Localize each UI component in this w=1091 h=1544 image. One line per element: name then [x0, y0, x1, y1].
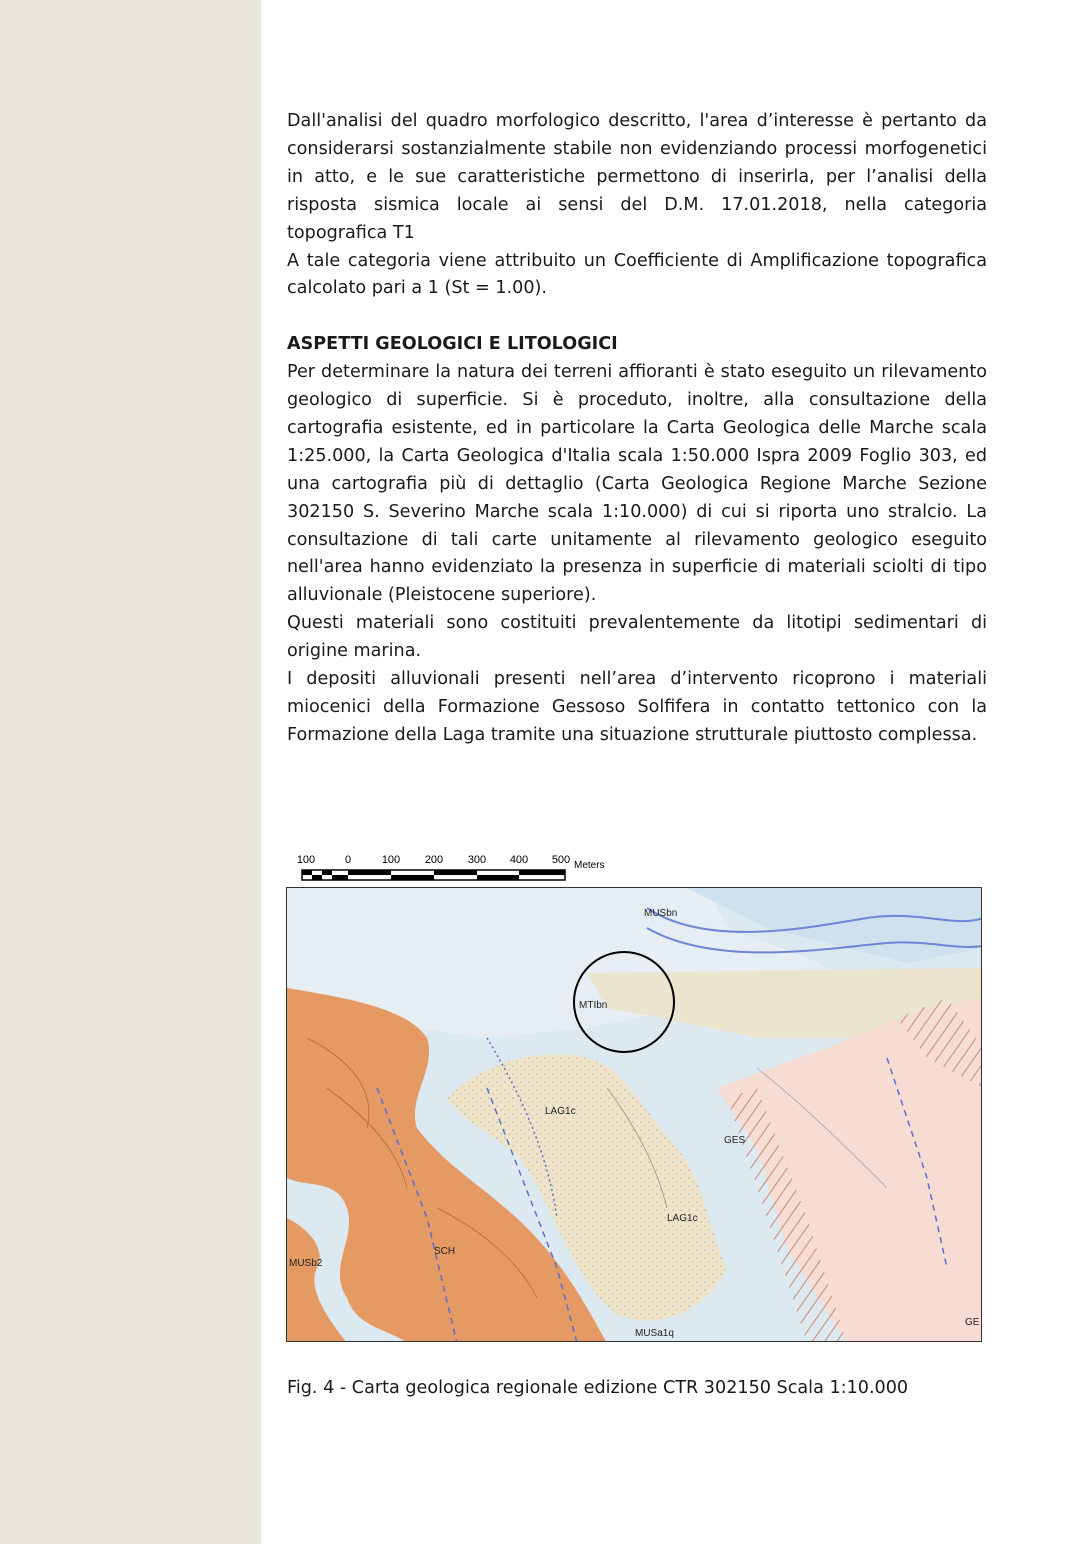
paragraph-deposits: I depositi alluvionali presenti nell’area d’intervento ricoprono i materiali miocenici della Formazione Gessoso Solfifera in contatto tettonico con la Formazione della Laga tramite una situazione strutturale piuttosto complessa. — [287, 669, 987, 745]
scale-tick-label: 100 — [381, 854, 401, 866]
scale-bar — [288, 850, 618, 886]
paragraph-materials: Questi materiali sono costituiti prevalentemente da litotipi sedimentari di origine marina. — [287, 613, 987, 662]
map-label: GES — [724, 1135, 746, 1146]
paragraph-stability: Dall'analisi del quadro morfologico descritto, l'area d’interesse è pertanto da considerarsi sostanzialmente stabile non evidenziando processi morfogenetici in atto, e le sue caratteristiche permettono di inserirla, per l’analisi della risposta sismica locale ai sensi del D.M. 17.01.2018, nella categoria topografica T1 — [287, 111, 987, 243]
scale-unit: Meters — [574, 860, 605, 871]
map-label: LAG1c — [667, 1213, 698, 1224]
scale-tick-label: 100 — [296, 854, 316, 866]
side-band — [0, 0, 261, 1544]
map-label: SCH — [434, 1246, 456, 1257]
map-label: MUSbn — [644, 908, 678, 919]
map-label: MUSb2 — [289, 1258, 323, 1269]
figure-caption: Fig. 4 - Carta geologica regionale edizione CTR 302150 Scala 1:10.000 — [287, 1378, 909, 1398]
map-label: LAG1c — [545, 1106, 576, 1117]
scale-tick-label: 500 — [551, 854, 571, 866]
map-label: MUSa1q — [635, 1328, 674, 1339]
section-heading: ASPETTI GEOLOGICI E LITOLOGICI — [287, 334, 618, 355]
scale-tick-label: 300 — [467, 854, 487, 866]
geological-map-drawing — [287, 888, 982, 1342]
map-label: MTIbn — [579, 1000, 608, 1011]
paragraph-amplification: A tale categoria viene attribuito un Coefficiente di Amplificazione topografica calcolato pari a 1 (St = 1.00). — [287, 250, 987, 299]
geological-map — [286, 887, 982, 1342]
scale-tick-label: 200 — [424, 854, 444, 866]
scale-tick-label: 400 — [509, 854, 529, 866]
map-label: GE — [965, 1317, 980, 1328]
body-text — [287, 108, 987, 750]
paragraph-survey: Per determinare la natura dei terreni affioranti è stato eseguito un rilevamento geologico di superficie. Si è proceduto, inoltre, alla consultazione della cartografia esistente, ed in particolare la Carta Geologica delle Marche scala 1:25.000, la Carta Geologica d'Italia scala 1:50.000 Ispra 2009 Foglio 303, ed una cartografia più di dettaglio (Carta Geologica Regione Marche Sezione 302150 S. Severino Marche scala 1:10.000) di cui si riporta uno stralcio. La consultazione di tali carte unitamente al rilevamento geologico eseguito nell'area hanno evidenziato la presenza in superficie di materiali sciolti di tipo alluvionale (Pleistocene superiore). — [287, 362, 987, 606]
scale-tick-label: 0 — [344, 854, 352, 866]
